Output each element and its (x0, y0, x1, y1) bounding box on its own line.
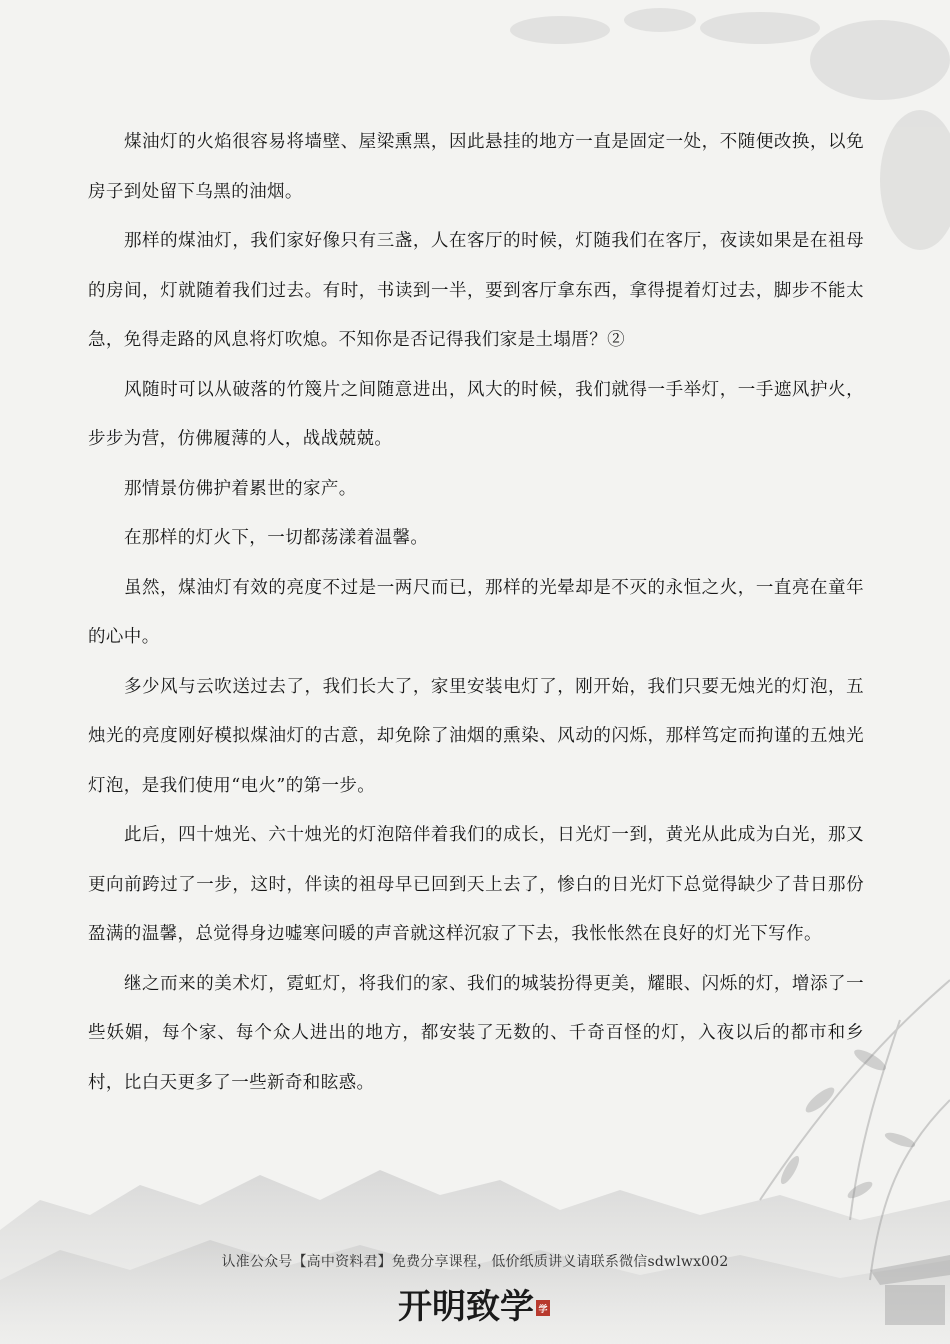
paragraph: 虽然，煤油灯有效的亮度不过是一两尺而已，那样的光晕却是不灭的永恒之火，一直亮在童年的心中。 (88, 577, 864, 647)
paragraph: 继之而来的美术灯，霓虹灯，将我们的家、我们的城装扮得更美，耀眼、闪烁的灯，增添了一些妖媚，每个家、每个众人进出的地方，都安装了无数的、千奇百怪的灯，入夜以后的都市和乡村，比白天更多了一些新奇和眩惑。 (88, 973, 864, 1093)
seal-text: 学 (538, 1305, 548, 1315)
paragraph: 那情景仿佛护着累世的家产。 (124, 478, 357, 499)
paragraph: 多少风与云吹送过去了，我们长大了，家里安装电灯了，刚开始，我们只要无烛光的灯泡，五烛光的亮度刚好模拟煤油灯的古意，却免除了油烟的熏染、风动的闪烁，那样笃定而拘谨的五烛光灯泡，是我们使用“电火”的第一步。 (88, 676, 864, 796)
paragraph: 煤油灯的火焰很容易将墙壁、屋梁熏黑，因此悬挂的地方一直是固定一处，不随便改换，以免房子到处留下乌黑的油烟。 (88, 132, 864, 202)
paragraph: 在那样的灯火下，一切都荡漾着温馨。 (124, 528, 429, 548)
brand-logo (396, 1280, 556, 1330)
article-body (88, 118, 864, 1108)
paragraph: 风随时可以从破落的竹篾片之间随意进出，风大的时候，我们就得一手举灯，一手遮风护火，步步为营，仿佛履薄的人，战战兢兢。 (88, 379, 864, 449)
paragraph: 那样的煤油灯，我们家好像只有三盏，人在客厅的时候，灯随我们在客厅，夜读如果是在祖母的房间，灯就随着我们过去。有时，书读到一半，要到客厅拿东西，拿得提着灯过去，脚步不能太急，免得走路的风息将灯吹熄。不知你是否记得我们家是土塌厝？② (88, 231, 864, 350)
footer-notice: 认准公众号【高中资料君】免费分享课程，低价纸质讲义请联系微信sdwlwx002 (221, 1254, 729, 1270)
paragraph: 此后，四十烛光、六十烛光的灯泡陪伴着我们的成长，日光灯一到，黄光从此成为白光，那又更向前跨过了一步，这时，伴读的祖母早已回到天上去了，惨白的日光灯下总觉得缺少了昔日那份盈满的温馨，总觉得身边嘘寒问暖的声音就这样沉寂了下去，我怅怅然在良好的灯光下写作。 (88, 825, 864, 944)
logo-text: 开明致学 (398, 1287, 534, 1327)
